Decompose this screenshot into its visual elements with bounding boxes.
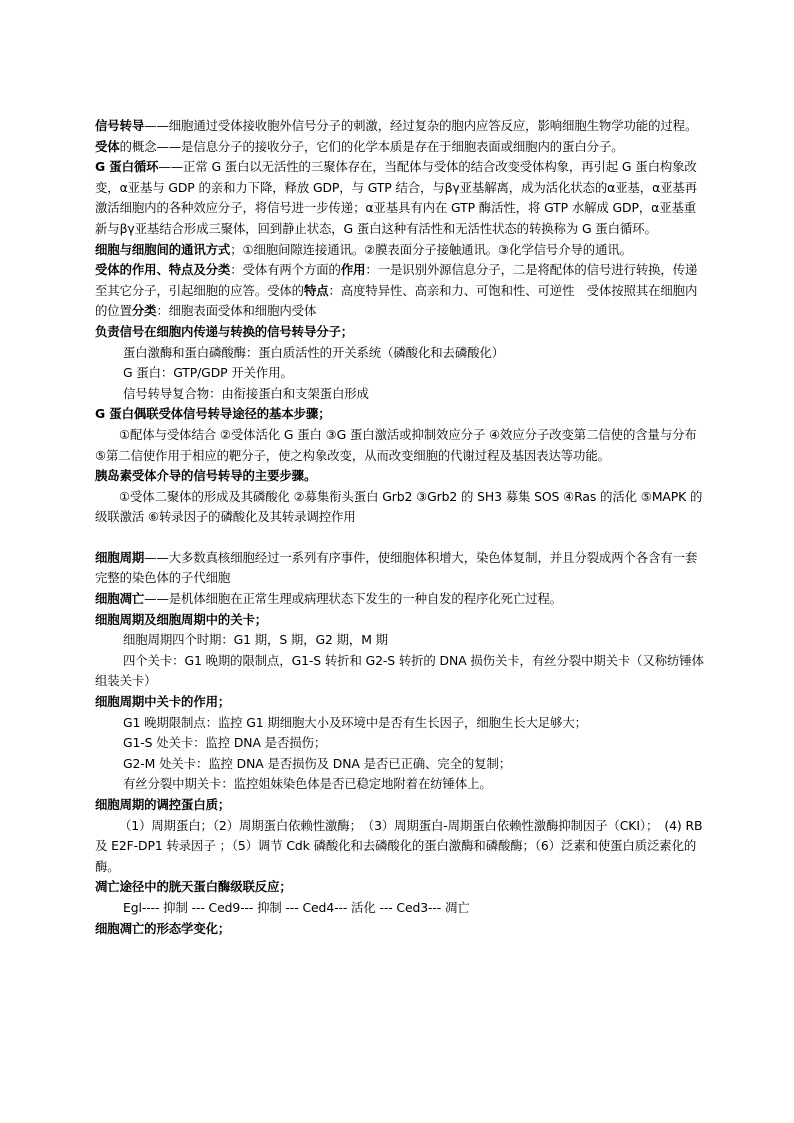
list-item: 蛋白激酶和蛋白磷酸酶：蛋白质活性的开关系统（磷酸化和去磷酸化） <box>123 344 505 360</box>
insulin-steps: ①受体二聚体的形成及其磷酸化 ②募集衔头蛋白 Grb2 ③Grb2 的 SH3 募集 SOS ④Ras 的活化 ⑤MAPK 的级联激活 ⑥转录因子的磷酸化及其转录调控作用 <box>95 488 703 525</box>
insulin-heading: 胰岛素受体介导的信号转导的主要步骤。 <box>95 468 317 484</box>
regulators-list: （1）周期蛋白；（2）周期蛋白依赖性激酶； （3）周期蛋白-周期蛋白依赖性激酶抑制因子（CKI）； (4) RB 及 E2F-DP1 转录因子 ；（5）调节 Cdk 磷酸化和去磷酸化的蛋白激酶和磷酸酶；（6）泛素和使蛋白质泛素化的酶。 <box>95 817 703 874</box>
morphology-heading: 细胞凋亡的形态学变化； <box>95 920 231 936</box>
caspase-heading: 凋亡途径中的胱天蛋白酶级联反应； <box>95 879 292 895</box>
regulators-heading: 细胞周期的调控蛋白质； <box>95 797 231 812</box>
caspase-cascade: Egl---- 抑制 --- Ced9--- 抑制 --- Ced4--- 活化 --- Ced3--- 凋亡 <box>123 899 470 915</box>
list-item: 四个关卡：G1 晚期的限制点，G1-S 转折和 G2-S 转折的 DNA 损伤关卡，有丝分裂中期关卡（又称纺锤体组装关卡） <box>95 652 704 689</box>
apoptosis-definition: 细胞凋亡——是机体细胞在正常生理或病理状态下发生的一种自发的程序化死亡过程。 <box>95 591 563 607</box>
checkpoints-heading: 细胞周期及细胞周期中的关卡； <box>95 611 268 627</box>
list-item: 有丝分裂中期关卡：监控姐妹染色体是否已稳定地附着在纺锤体上。 <box>123 776 492 792</box>
gpcr-steps: ①配体与受体结合 ②受体活化 G 蛋白 ③G 蛋白激活或抑制效应分子 ④效应分子改变第二信使的含量与分布 ⑤第二信使作用于相应的靶分子，使之构象改变，从而改变细胞的代谢过程及基因表达等功能。 <box>95 426 697 463</box>
list-item: G 蛋白：GTP/GDP 开关作用。 <box>123 365 293 381</box>
section-gap <box>95 528 708 548</box>
list-item: G2-M 处关卡：监控 DNA 是否损伤及 DNA 是否已正确、完全的复制； <box>123 755 512 771</box>
list-item: 细胞周期四个时期：G1 期，S 期，G2 期，M 期 <box>123 632 388 648</box>
cell-cycle-definition: 细胞周期——大多数真核细胞经过一系列有序事件，使细胞体积增大，染色体复制，并且分裂成两个各含有一套完整的染色体的子代细胞 <box>95 549 698 586</box>
receptor-definition: 受体的概念——是信息分子的接收分子，它们的化学本质是存在于细胞表面或细胞内的蛋白分子。 <box>95 138 624 154</box>
checkpoint-function-heading: 细胞周期中关卡的作用； <box>95 694 231 710</box>
list-item: G1-S 处关卡：监控 DNA 是否损伤； <box>123 735 327 751</box>
g-protein-cycle-definition: G 蛋白循环——正常 G 蛋白以无活性的三聚体存在，当配体与受体的结合改变受体构象，再引起 G 蛋白构象改变，α亚基与 GDP 的亲和力下降，释放 GDP，与 GTP 结合，与βγ亚基解离，成为活化状态的α亚基，α亚基再激活细胞内的各种效应分子，将信号进一步传递；α亚基具有内在 GTP 酶活性，将 GTP 水解成 GDP，α亚基重新与βγ亚基结合形成三聚体，回到静止状态，G 蛋白这种有活性和无活性状态的转换称为 G 蛋白循环。 <box>95 159 698 236</box>
list-item: G1 晚期限制点：监控 G1 期细胞大小及环境中是否有生长因子，细胞生长大足够大； <box>123 714 587 730</box>
signal-molecules-heading: 负责信号在细胞内传递与转换的信号转导分子； <box>95 323 354 339</box>
gpcr-heading: G 蛋白偶联受体信号转导途径的基本步骤； <box>95 406 331 422</box>
list-item: 信号转导复合物：由衔接蛋白和支架蛋白形成 <box>123 385 369 401</box>
receptor-function: 受体的作用、特点及分类：受体有两个方面的作用：一是识别外源信息分子，二是将配体的信号进行转换，传递至其它分子，引起细胞的应答。受体的特点：高度特异性、高亲和力、可饱和性、可逆性 受体按照其在细胞内的位置分类：细胞表面受体和细胞内受体 <box>95 262 698 319</box>
cell-communication: 细胞与细胞间的通讯方式；①细胞间隙连接通讯。②膜表面分子接触通讯。③化学信号介导的通讯。 <box>95 241 632 257</box>
signal-transduction-definition: 信号转导——细胞通过受体接收胞外信号分子的刺激，经过复杂的胞内应答反应，影响细胞生物学功能的过程。 <box>95 118 698 133</box>
